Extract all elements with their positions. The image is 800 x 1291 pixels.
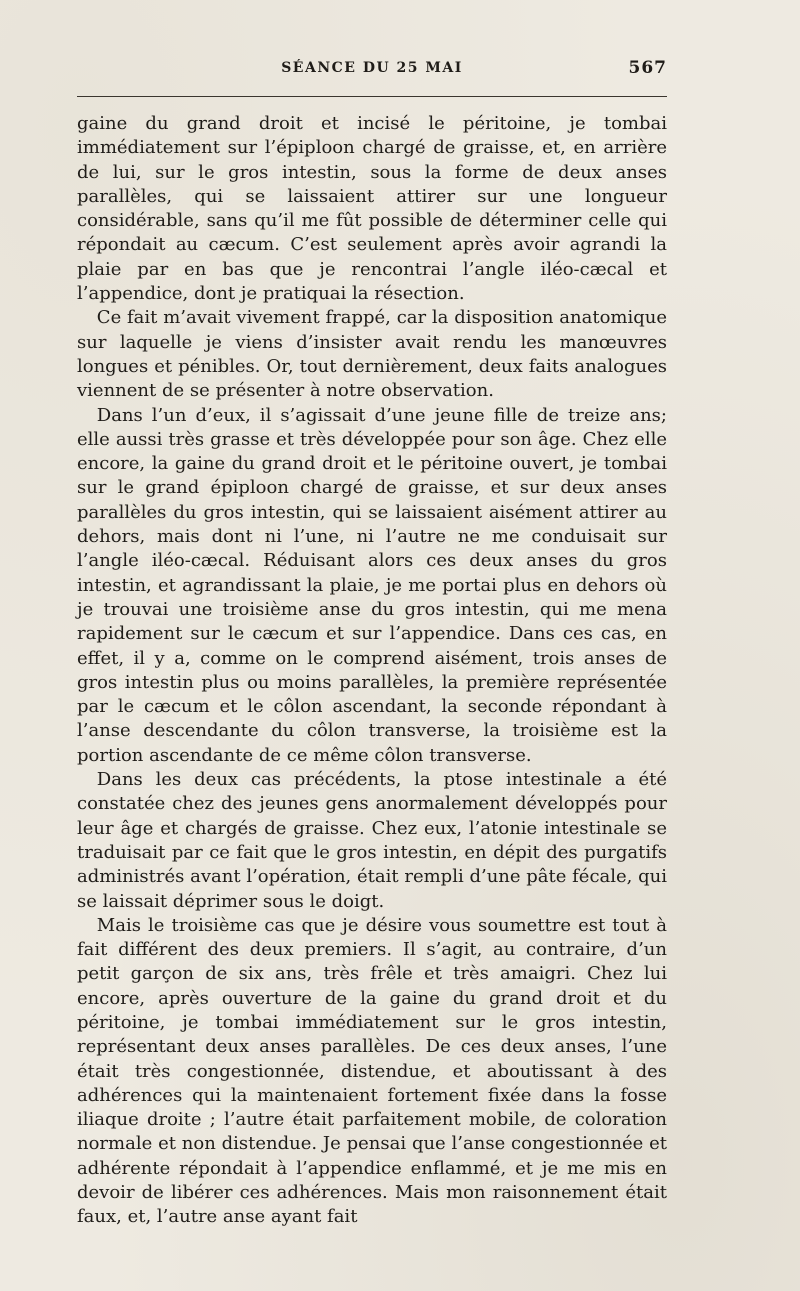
page-number: 567: [628, 58, 667, 78]
body-text: [77, 112, 667, 1230]
paragraph-5: Mais le troisième cas que je désire vous soumettre est tout à fait différent des deux premiers. Il s’agit, au contraire, d’un petit garçon de six ans, très frêle et très amaigri. Chez lui encore, après ouverture de la gaine du grand droit et du péritoine, je tombai immédiatement sur le gros intestin, représentant deux anses parallèles. De ces deux anses, l’une était très congestionnée, distendue, et aboutissant à des adhérences qui la maintenaient fortement fixée dans la fosse iliaque droite ; l’autre était parfaitement mobile, de coloration normale et non distendue. Je pensai que l’anse congestionnée et adhérente répondait à l’appendice enflammé, et je me mis en devoir de libérer ces adhérences. Mais mon raisonnement était faux, et, l’autre anse ayant fait: [77, 914, 667, 1228]
running-title: SÉANCE DU 25 MAI: [281, 60, 463, 76]
paragraph-1: gaine du grand droit et incisé le péritoine, je tombai immédiatement sur l’épiploon chargé de graisse, et, en arrière de lui, sur le gros intestin, sous la forme de deux anses parallèles, qui se laissaient attirer sur une longueur considérable, sans qu’il me fût possible de déterminer celle qui répondait au cæcum. C’est seulement après avoir agrandi la plaie par en bas que je rencontrai l’angle iléo-cæcal et l’appendice, dont je pratiquai la résection.: [77, 113, 667, 305]
paragraph-2: Ce fait m’avait vivement frappé, car la disposition anatomique sur laquelle je viens d’insister avait rendu les manœuvres longues et pénibles. Or, tout dernièrement, deux faits analogues viennent de se présenter à notre observation.: [77, 307, 667, 402]
paragraph-3: Dans l’un d’eux, il s’agissait d’une jeune fille de treize ans; elle aussi très grasse et très développée pour son âge. Chez elle encore, la gaine du grand droit et le péritoine ouvert, je tombai sur le grand épiploon chargé de graisse, et sur deux anses parallèles du gros intestin, qui se laissaient aisément attirer au dehors, mais dont ni l’une, ni l’autre ne me conduisait sur l’angle iléo-cæcal. Réduisant alors ces deux anses du gros intestin, et agrandissant la plaie, je me portai plus en dehors où je trouvai une troisième anse du gros intestin, qui me mena rapidement sur le cæcum et sur l’appendice. Dans ces cas, en effet, il y a, comme on le comprend aisément, trois anses de gros intestin plus ou moins parallèles, la première représentée par le cæcum et le côlon ascendant, la seconde répondant à l’anse descendante du côlon transverse, la troisième est la portion ascendante de ce même côlon transverse.: [77, 404, 667, 766]
page-header: [77, 60, 667, 84]
paragraph-4: Dans les deux cas précédents, la ptose intestinale a été constatée chez des jeunes gens anormalement développés pour leur âge et chargés de graisse. Chez eux, l’atonie intestinale se traduisait par ce fait que le gros intestin, en dépit des purgatifs administrés avant l’opération, était rempli d’une pâte fécale, qui se laissait déprimer sous le doigt.: [77, 769, 667, 912]
header-rule: [77, 96, 667, 97]
